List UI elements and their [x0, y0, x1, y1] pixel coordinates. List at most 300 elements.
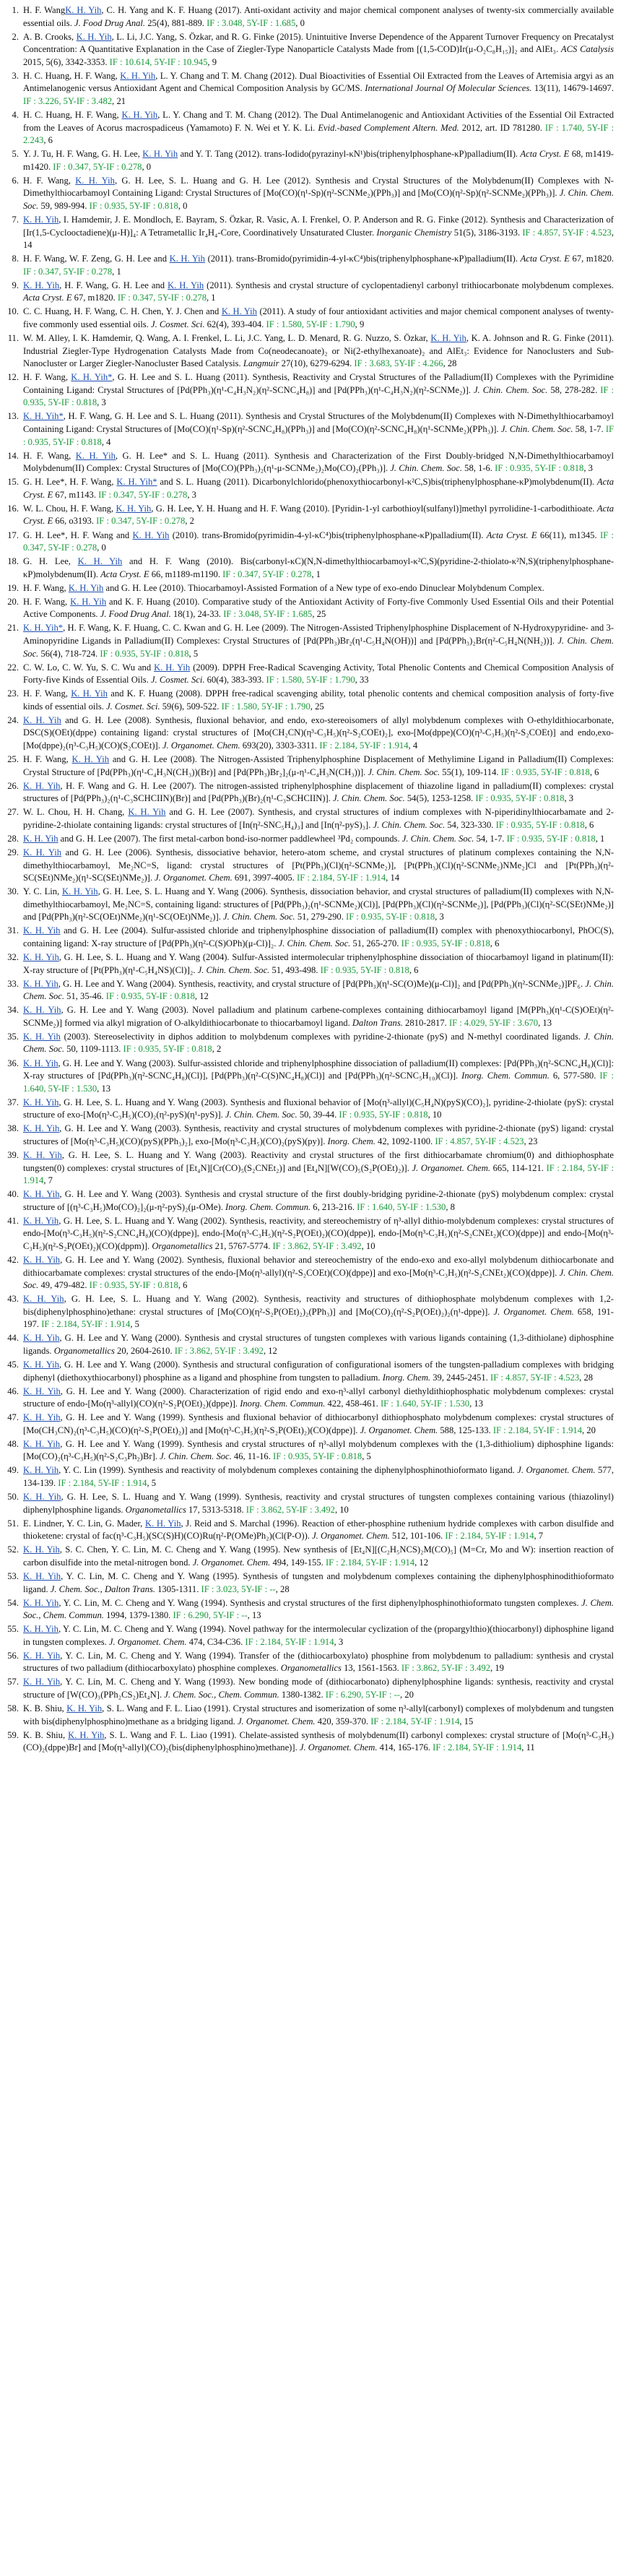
citation-count: , 3: [583, 463, 593, 474]
reference-entry: [6, 886, 614, 924]
reference-text: [23, 753, 614, 779]
reference-title: , G. H. Lee, S. L. Huang and Y. Wang (1999). Synthesis, reactivity and crystal structures of tungsten complexes containing various (thiazolinyl) diphenylphosphine ligands.: [23, 1492, 614, 1515]
reference-authors: W. L. Chou, H. F. Wang,: [23, 503, 116, 514]
reference-entry: [6, 596, 614, 621]
reference-number: 21.: [7, 623, 19, 634]
highlighted-author: K. H. Yih: [23, 1097, 59, 1107]
impact-factor: IF : 0.347, 5Y-IF : 0.278: [23, 266, 113, 277]
journal-name: J. Chin. Chem. Soc.: [23, 188, 614, 211]
citation-count: , 13: [247, 1610, 261, 1621]
impact-factor: IF : 6.290, 5Y-IF : --: [325, 1690, 400, 1700]
highlighted-author: K. H. Yih: [23, 215, 59, 225]
highlighted-author: K. H. Yih: [71, 754, 110, 765]
highlighted-author: K. H. Yih: [144, 1518, 181, 1529]
reference-title: and G. H. Lee (2008). The Nitrogen-Assisted Triphenylphosphine Displacement of Methylimine Ligand in Palladium(II) Complexes: Crystal Structure of [Pd(PPh₃)(η¹-C₄H₃N(CH₃))(Br)] and [Pd(PPh₃)Br₂]₂(μ-η¹-C₄H₃N(CH₃))].: [23, 754, 614, 777]
reference-entry: [6, 1676, 614, 1701]
impact-factor: IF : 3.862, 5Y-IF : 3.492: [272, 1240, 362, 1251]
reference-entry: [6, 1464, 614, 1490]
journal-name: ACS Catalysis: [560, 44, 615, 55]
reference-title: and K. F. Huang (2008). DPPH free-radical scavenging ability, total phenolic contents and chemical composition analysis of forty-five kinds of essential oils.: [23, 688, 614, 712]
impact-factor: IF : 10.614, 5Y-IF : 10.945: [109, 56, 208, 67]
citation-count: , 5: [130, 1319, 139, 1330]
reference-authors: H. F. Wang: [23, 5, 66, 15]
reference-entry: [6, 833, 614, 846]
citation-count: , 13: [538, 1017, 552, 1028]
reference-authors: G. H. Lee*, H. F. Wang,: [23, 477, 117, 488]
reference-entry: [6, 1597, 614, 1622]
reference-number: 47.: [7, 1412, 19, 1423]
journal-name: J. Chin. Chem. Soc.: [160, 1451, 232, 1462]
reference-title: , Y. C. Lin, M. C. Cheng and Y. Wang (1993). New bonding mode of (dithiocarbonato) diphenylphosphine ligands: synthesis, reactivity and crystal structure of [W(CO)₃(PPh₂CS₂)Et₄N].: [23, 1677, 614, 1700]
citation-count: , 0: [295, 17, 305, 28]
highlighted-author: K. H. Yih: [23, 1189, 60, 1200]
impact-factor: IF : 2.184, 5Y-IF : 1.914: [370, 1716, 460, 1726]
reference-number: 49.: [7, 1465, 19, 1476]
citation-count: , 15: [459, 1716, 474, 1726]
impact-factor: IF : 0.935, 5Y-IF : 0.818: [105, 991, 195, 1002]
reference-entry: [6, 714, 614, 753]
impact-factor: IF : 0.935, 5Y-IF : 0.818: [89, 1280, 178, 1291]
journal-name: J. Food Drug Anal.: [74, 17, 146, 28]
reference-title: , G. H. Lee and Y. Wang (2003). Sulfur-assisted chloride and triphenylphosphine dissociation of palladium(II) complexes: [Pd(PPh₃)(η²-SCNC₄H₈)(Cl)]: X-ray structures of [Pd(PPh₃)(η²-SCNC₄H₈)(Cl)], [Pd(PPh₃)(η²-C(S)NC₄H₈)(Cl)] and [Pd(PPh₃)(η²-SCNC₅H₁₀)(Cl)].: [23, 1058, 614, 1081]
reference-text: [23, 450, 614, 475]
reference-title: , H. F. Wang, G. H. Lee and S. L. Huang (2011). Synthesis and Crystal Structures of the Molybdenum(II) Complexes with N-Dimethylthiocarbamoyl Containing Ligand: Crystal Structures of [Mo(CO)(η¹-Sp)(η²-SCNC₄H₈)(PPh₃)] and [Mo(CO)(η²-SCNC₄H₈)(η¹-SCNMe₂)(PPh₃)].: [23, 411, 614, 434]
volume-pages: 13(11), 14679-14697.: [531, 83, 614, 94]
citation-count: , 6: [490, 938, 500, 948]
journal-name: J. Chin. Chem. Soc.: [278, 938, 351, 948]
reference-text: [23, 1149, 614, 1188]
volume-pages: 56(4), 718-724.: [38, 648, 98, 659]
journal-name: Inorg. Chem. Commun.: [240, 1399, 326, 1409]
highlighted-author: K. H. Yih: [70, 596, 107, 607]
volume-pages: 67, m1143.: [53, 489, 96, 500]
volume-pages: 55(1), 109-114.: [440, 766, 499, 777]
citation-count: , 5: [147, 1478, 157, 1488]
reference-text: [23, 1359, 614, 1384]
reference-text: [23, 978, 614, 1003]
reference-entry: [6, 1332, 614, 1357]
reference-text: [23, 622, 614, 660]
reference-entry: [6, 371, 614, 410]
citation-count: , 25: [310, 701, 324, 712]
reference-number: 57.: [7, 1677, 19, 1687]
highlighted-author: K. H. Yih: [23, 1412, 61, 1423]
citation-count: , 3: [187, 489, 196, 500]
reference-title: , G. H. Lee and S. L. Huang (2011). Synthesis, Reactivity and Crystal Structures of the Palladium(II) Complexes with the Pyrimidine Containing Ligand: Crystal Structures of [Pd(PPh₃)(η¹-C₄H₃N₂)(η²-SCNC₄H₈)] and [Pd(PPh₃)(η¹-C₄H₃N₂)(η²-SCNMe₂)].: [23, 372, 614, 395]
reference-entry: [6, 214, 614, 252]
journal-name: J. Food Drug Anal.: [100, 609, 171, 620]
reference-number: 25.: [7, 754, 19, 765]
volume-pages: 50, 39-44.: [297, 1110, 337, 1120]
citation-count: , 1: [112, 266, 121, 277]
reference-entry: [6, 1149, 614, 1188]
journal-name: Organometallics: [53, 1345, 115, 1356]
journal-name: J. Chin. Chem. Soc.: [368, 766, 440, 777]
volume-pages: 588, 125-133.: [438, 1425, 491, 1435]
reference-text: [23, 280, 614, 305]
impact-factor: IF : 0.347, 5Y-IF : 0.278: [23, 530, 615, 553]
highlighted-author: K. H. Yih: [77, 556, 123, 567]
volume-pages: 658, 191-197.: [23, 1306, 614, 1330]
highlighted-author: K. H. Yih: [142, 149, 178, 160]
reference-text: [23, 556, 614, 581]
reference-number: 40.: [7, 1189, 19, 1200]
volume-pages: 21, 5767-5774.: [212, 1240, 271, 1251]
reference-text: [23, 1215, 614, 1253]
impact-factor: IF : 0.935, 5Y-IF : 0.818: [500, 766, 590, 777]
volume-pages: 49, 479-482.: [38, 1280, 87, 1291]
reference-text: [23, 1623, 614, 1648]
highlighted-author: K. H. Yih: [23, 1123, 60, 1134]
reference-title: , G. H. Lee, S. L. Huang and Y. Wang (2002). Synthesis, reactivity, and stereochemistry of η³-allyl dithio-molybdenum complexes: crystal structures of endo-[Mo(η³-C₃H₅)(η²-S₂CNC₄H₈)(CO)(dppe)], endo-[Mo(η³-C₃H₅)(η²-S₂P(OEt)₂)(CO)(dppe)], endo-[Mo(η³-C₃H₅)(η²-S₂CNEt₂)(CO)(dppe)] and endo-[Mo(η³-C₃H₅)(η²-S₂P(OEt)₂)(CO)(dppm)].: [23, 1215, 615, 1251]
volume-pages: 17, 5313-5318.: [186, 1504, 244, 1515]
reference-title: , G. H. Lee and Y. Wang (2002). Synthesis, fluxional behavior and stereochemistry of the endo-exo and exo-allyl molybdenum dithiocarbonate and dithiocarbamate complexes: crystal structures of the endo-[Mo(η³-allyl)(η²-S₂COEt)(CO)(dppe)] and exo-[Mo(η³-C₃H₅)(η²-S₂CNEt₂)(CO)(dppe)].: [23, 1254, 614, 1278]
highlighted-author: K. H. Yih: [221, 306, 257, 317]
journal-name: Inorg. Chem.: [327, 1136, 375, 1146]
highlighted-author: K. H. Yih*: [116, 477, 157, 488]
citation-count: , 3: [435, 912, 444, 922]
reference-authors: H. C. Huang, H. F. Wang,: [23, 70, 121, 81]
volume-pages: 50, 1109-1113.: [64, 1044, 121, 1055]
citation-count: , 1: [311, 569, 321, 579]
citation-count: , 10: [334, 1504, 349, 1515]
reference-entry: [6, 1293, 614, 1331]
citation-count: , 10: [361, 1240, 375, 1251]
highlighted-author: K. H. Yih: [23, 280, 60, 290]
reference-title: and Y. T. Tang (2012). trans-Iodido(pyrazinyl-κN¹)bis(triphenylphosphane-κP)palladium(II).: [178, 149, 521, 160]
reference-title: , J. Reid and S. Marchal (1996). Reaction of ether-phosphine ruthenium hydride complexes with carbon disulfide and thioketene: crystal of fac(η³-C₃H₅)(SC(S)H)(CO)Ru(η²-P(OMe)Ph₂)(Cl(P-O)).: [23, 1518, 614, 1542]
reference-entry: [6, 556, 614, 581]
reference-title: , G. H. Lee and Y. Wang (2003). Synthesis and crystal structure of the first doubly-bridging pyridine-2-thionate (pyS) molybdenum complex: crystal structure of [(η³-C₃H₅)Mo(CO)₂]₂(μ-η²-pyS)₂(μ-OMe).: [23, 1189, 614, 1212]
impact-factor: IF : 0.347, 5Y-IF : 0.278: [96, 516, 186, 527]
impact-factor: IF : 0.935, 5Y-IF : 0.818: [495, 463, 584, 474]
reference-entry: [6, 1650, 614, 1675]
highlighted-author: K. H. Yih: [430, 333, 466, 344]
citation-count: , 7: [534, 1531, 544, 1542]
reference-text: [23, 530, 614, 555]
reference-number: 22.: [7, 662, 19, 673]
reference-number: 18.: [7, 556, 19, 567]
reference-text: [23, 582, 614, 595]
impact-factor: IF : 3.862, 5Y-IF : 3.492: [174, 1345, 264, 1356]
journal-name: J. Organomet. Chem.: [192, 1557, 271, 1568]
highlighted-author: K. H. Yih: [168, 280, 204, 290]
highlighted-author: K. H. Yih: [23, 1359, 59, 1370]
reference-entry: [6, 280, 614, 305]
journal-name: Organometallics: [152, 1240, 213, 1251]
reference-title: , K. A. Johnson and R. G. Finke (2011). Industrial Ziegler-Type Hydrogenation Catalysts Made from Co(neodecanoate)₂ or Ni(2-ethylhexanoate)₂ and AlEt₃: Evidence for Nanoclusters and Sub-Nanocluster or Larger Ziegler-Nanocluster Based Catalysis.: [23, 333, 614, 369]
reference-text: [23, 925, 614, 950]
impact-factor: IF : 0.935, 5Y-IF : 0.818: [89, 200, 178, 211]
highlighted-author: K. H. Yih: [154, 662, 191, 673]
reference-title: , G. H. Lee and Y. Wang (2000). Synthesis and structural configuration of configurational isomers of the tungsten-palladium complexes with bridging diphenyl (diethoxythiocarbonyl) phosphine as a ligand and phosphine from tungsten to palladium.: [23, 1359, 614, 1383]
reference-title: and G. H. Lee (2006). Synthesis, dissociative behavior, hetero-atom scheme, and crystal structures of platinum complexes containing the N,N-dimethylthiocarbamoyl, Me₂NC=S, ligand: crystal structures of [Pt(PPh₃)(Cl)(η²-SCNMe₂)], [Pt(PPh₃)(Cl)(η²-SCNMe₂)NMe₂]Cl and [Pt(PPh₃)(η²-SC(SEt)NMe₂)(η¹-SC(SEt)NMe₂)].: [23, 847, 615, 883]
reference-authors: G. H. Lee,: [23, 556, 78, 567]
journal-name: Inorg. Chem.: [382, 1372, 431, 1383]
reference-title: , Y. C. Lin, M. C. Cheng and Y. Wang (1994). Synthesis and crystal structures of the first diphenylphosphinothioformato tungsten complexes.: [58, 1597, 582, 1608]
reference-title: and G. H. Lee (2010). Thiocarbamoyl-Assisted Formation of a New type of exo-endo Dinuclear Molybdenum Complex.: [103, 582, 544, 593]
citation-count: , 13: [469, 1399, 483, 1409]
highlighted-author: K. H. Yih: [23, 1624, 58, 1635]
reference-text: [23, 847, 614, 885]
highlighted-author: K. H. Yih: [23, 952, 59, 962]
reference-number: 56.: [7, 1650, 19, 1661]
citation-count: , 20: [400, 1690, 414, 1700]
reference-title: , H. F. Wang, G. H. Lee and: [59, 280, 168, 290]
volume-pages: 59, 989-994.: [38, 200, 87, 211]
reference-entry: [6, 925, 614, 950]
reference-title: (2011). A study of four antioxidant activities and major chemical component analyses of twenty-five commonly used essential oils.: [23, 306, 614, 329]
impact-factor: IF : 4.857, 5Y-IF : 4.523: [435, 1136, 524, 1146]
journal-name: J. Chem. Soc., Chem. Commun.: [23, 1597, 614, 1621]
journal-name: J. Organomet. Chem.: [162, 740, 240, 751]
reference-authors: C. C. Huang, H. F. Wang, C. H. Chen, Y. J. Chen and: [23, 306, 222, 317]
reference-number: 43.: [7, 1294, 19, 1305]
impact-factor: IF : 2.184, 5Y-IF : 1.914: [325, 1557, 415, 1568]
reference-number: 24.: [7, 714, 19, 725]
reference-entry: [6, 688, 614, 713]
reference-entry: [6, 410, 614, 449]
reference-text: [23, 1293, 614, 1331]
reference-number: 36.: [7, 1058, 19, 1068]
citation-count: , 19: [490, 1663, 504, 1674]
reference-number: 1.: [12, 5, 19, 15]
volume-pages: 2015, 5(6), 3342-3353.: [23, 56, 108, 67]
journal-name: Dalton Trans.: [352, 1017, 403, 1028]
reference-number: 46.: [7, 1386, 19, 1396]
reference-text: [23, 332, 614, 371]
citation-count: , 0: [97, 543, 106, 553]
reference-text: [23, 410, 614, 449]
volume-pages: 25(4), 881-889.: [145, 17, 204, 28]
reference-text: [23, 1004, 614, 1029]
reference-text: [23, 833, 614, 846]
reference-entry: [6, 978, 614, 1003]
highlighted-author: K. H. Yih*: [71, 372, 113, 383]
reference-text: [23, 1650, 614, 1675]
highlighted-author: K. H. Yih: [71, 688, 108, 699]
volume-pages: 422, 458-461.: [325, 1399, 378, 1409]
reference-entry: [6, 1386, 614, 1411]
reference-title: and G. H. Lee (2007). Synthesis, and crystal structures of indium complexes with N-piperidinylthiocarbamate and 2-pyridine-2-thiolate containing ligands: crystal structures of [In(η²-SNC₅H₄)₃] and [In(η²-pyS)₃].: [23, 807, 614, 830]
reference-title: , Y. C. Lin, M. C. Cheng and Y. Wang (1995). Synthesis of tungsten and molybdenum complexes containing the diphenylphosphinodithioformato ligand.: [23, 1570, 614, 1594]
citation-count: , 11: [521, 1742, 535, 1753]
citation-count: , 21: [112, 95, 126, 106]
reference-authors: H. F. Wang,: [23, 582, 69, 593]
volume-pages: 18(1), 24-33.: [170, 609, 222, 620]
highlighted-author: K. H. Yih: [23, 1031, 61, 1042]
reference-number: 30.: [7, 886, 19, 897]
volume-pages: 54, 323-330.: [445, 819, 494, 830]
volume-pages: 42, 1092-1100.: [375, 1136, 433, 1146]
reference-title: , H. F. Wang, K. F. Huang, C. C. Kwan and G. H. Lee (2009). The Nitrogen-Assisted Triphenylphosphine Displacement of N-Hydroxypyridine- and 3-Aminopyridine Ligands in Palladium(II) Complexes: Crystal Structures of [Pd(PPh₃)Br₂(η¹-C₅H₄N(OH))] and [Pd(PPh₃)₂Br(η²-C₅H₄N(NH₂))].: [23, 623, 615, 646]
reference-title: , L. Y. Chang and T. M. Chang (2012). Dual Bioactivities of Essential Oil Extracted from the Leaves of Artemisia argyi as an Antimelanogenic versus Antioxidant Agent and Chemical Composition Analysis by GC/MS.: [23, 70, 615, 94]
citation-count: , 1: [207, 293, 216, 303]
reference-title: and G. H. Lee (2007). The first metal-carbon bond-iso-normer paddlewheel ³Pd₂ compounds.: [58, 833, 402, 844]
impact-factor: IF : 3.862, 5Y-IF : 3.492: [246, 1504, 335, 1515]
impact-factor: IF : 0.935, 5Y-IF : 0.818: [320, 964, 409, 975]
reference-text: [23, 4, 614, 30]
reference-authors: Y. J. Tu, H. F. Wang, G. H. Lee,: [23, 149, 143, 160]
impact-factor: IF : 0.935, 5Y-IF : 0.818: [23, 424, 615, 447]
reference-authors: H. F. Wang,: [23, 175, 76, 186]
impact-factor: IF : 2.184, 5Y-IF : 1.914: [58, 1478, 147, 1488]
reference-number: 9.: [12, 280, 19, 290]
reference-entry: [6, 806, 614, 831]
impact-factor: IF : 1.740, 5Y-IF : 2.243: [23, 122, 614, 146]
reference-authors: W. M. Alley, I. K. Hamdemir, Q. Wang, A. I. Frenkel, L. Li, J.C. Yang, L. D. Menard, R. G. Nuzzo, S. Özkar,: [23, 333, 431, 344]
reference-number: 14.: [7, 450, 19, 461]
impact-factor: IF : 3.048, 5Y-IF : 1.685: [223, 609, 313, 620]
volume-pages: 512, 101-106.: [389, 1531, 443, 1542]
volume-pages: 6, 577-580.: [549, 1071, 596, 1081]
volume-pages: 62(4), 393-404.: [204, 319, 264, 329]
reference-text: [23, 886, 614, 924]
reference-number: 59.: [7, 1729, 19, 1740]
impact-factor: IF : 2.184, 5Y-IF : 1.914: [492, 1425, 582, 1435]
citation-count: , 8: [446, 1201, 455, 1212]
highlighted-author: K. H. Yih: [23, 1215, 59, 1226]
reference-title: , G. H. Lee, S. L. Huang and G. H. Lee (2012). Synthesis and Crystal Structures of the Molybdenum(II) Complexes with N-Dimethylthiocarbamoyl Containing Ligand: Crystal Structures of [Mo(CO)(η¹-Sp)(η²-SCNMe₂)(PPh₃)] and [Mo(CO)(η²-Sp)(η²-SCNMe₂)(PPh₃)].: [23, 175, 614, 199]
reference-entry: [6, 253, 614, 278]
reference-authors: H. F. Wang, W. F. Zeng, G. H. Lee and: [23, 254, 170, 264]
reference-number: 50.: [7, 1492, 19, 1503]
reference-title: (2011). Synthesis and crystal structure of cyclopentadienyl carbonyl trithiocarbonate molybdenum complexes.: [204, 280, 615, 290]
reference-entry: [6, 1031, 614, 1056]
volume-pages: 51, 35-46.: [64, 991, 104, 1002]
reference-entry: [6, 1518, 614, 1543]
volume-pages: 51, 265-270.: [350, 938, 399, 948]
reference-number: 44.: [7, 1333, 19, 1344]
journal-name: J. Cosmet. Sci.: [151, 675, 205, 686]
reference-number: 10.: [7, 306, 19, 317]
impact-factor: IF : 2.184, 5Y-IF : 1.914: [41, 1319, 131, 1330]
citation-count: , 12: [414, 1557, 428, 1568]
reference-text: [23, 688, 614, 713]
reference-text: [23, 596, 614, 621]
impact-factor: IF : 3.862, 5Y-IF : 3.492: [401, 1663, 491, 1674]
volume-pages: 58, 278-282.: [547, 384, 598, 395]
reference-title: , G. H. Lee, S. L. Huang and Y. Wang (2003). Reactivity and crystal structures of the first dithiocarbamate chromium(0) and dithiophosphate tungsten(0) complexes: crystal structures of [Et₄N][Cr(CO)₅(S₂CNEt₂)] and [Et₄N][W(CO)₅(S₂P(OEt)₂)].: [23, 1149, 614, 1173]
journal-name: J. Chem. Soc., Dalton Trans.: [50, 1583, 155, 1594]
volume-pages: 66, o3193.: [53, 516, 94, 527]
reference-authors: H. F. Wang,: [23, 596, 71, 607]
reference-number: 12.: [7, 372, 19, 383]
reference-text: [23, 371, 614, 410]
reference-entry: [6, 530, 614, 555]
citation-count: , 6: [178, 1280, 188, 1291]
citation-count: , 14: [386, 873, 400, 883]
impact-factor: IF : 2.184, 5Y-IF : 1.914: [297, 873, 386, 883]
reference-text: [23, 70, 614, 108]
reference-authors: H. F. Wang,: [23, 754, 72, 765]
reference-title: , G. H. Lee* and S. L. Huang (2011). Synthesis and Characterization of the First Doubly-bridged N,N-Dimethylthiocarbamoyl Molybdenum(II) Complex: Crystal Structures of [Mo(CO)(PPh₃)₂(η¹-μ-SCNMe₂)₂Mo(CO)₂(PPh₃)].: [23, 450, 614, 474]
reference-title: , H. F. Wang and G. H. Lee (2007). The nitrogen-assisted triphenylphosphine displacement of thiazoline ligand in palladium(II) complexes: crystal structures of [Pd(PPh₃)₂(η¹-C₃SCHCIIN)(Br)] and [Pd(PPh₃)(Br)₂(η¹-C₃SCHCIIN)].: [23, 780, 614, 804]
reference-authors: H. F. Wang,: [23, 688, 71, 699]
volume-pages: 474, C34-C36.: [186, 1636, 243, 1647]
reference-authors: H. F. Wang,: [23, 372, 71, 383]
reference-number: 58.: [7, 1703, 19, 1714]
volume-pages: 60(4), 383-393.: [204, 675, 264, 686]
reference-title: , L. Y. Chang and T. M. Chang (2012). The Dual Antimelanogenic and Antioxidant Activities of the Essential Oil Extracted from the Leaves of Acorus macrospadiceus (Yamamoto) F. N. Wei et Y. K. Li.: [23, 110, 615, 133]
reference-authors: W. L. Chou, H. H. Chang,: [23, 807, 129, 818]
reference-authors: G. H. Lee*, H. F. Wang and: [23, 530, 133, 540]
reference-text: [23, 1703, 614, 1728]
reference-text: [23, 662, 614, 687]
reference-title: (2011). trans-Bromido(pyrimidin-4-yl-κC⁴)bis(triphenylphosphane-κP)palladium(II).: [204, 254, 521, 264]
reference-title: , I. Hamdemir, J. E. Mondloch, E. Bayram, S. Özkar, R. Vasic, A. I. Frenkel, O. P. Anderson and R. G. Finke (2012). Synthesis and Characterization of [Ir(1,5-Cyclooctadiene)(μ-H)]₄: A Tetrametallic Ir₄H₄-Core, Coordinatively Unsaturated Cluster.: [23, 215, 614, 238]
journal-name: J. Chin. Chem. Soc.: [23, 636, 614, 659]
highlighted-author: K. H. Yih: [65, 5, 102, 15]
impact-factor: IF : 4.857, 5Y-IF : 4.523: [490, 1372, 580, 1383]
highlighted-author: K. H. Yih: [23, 1677, 61, 1687]
journal-name: J. Organomet. Chem.: [237, 1716, 316, 1726]
reference-text: [23, 1031, 614, 1056]
journal-name: Organometallics: [280, 1663, 342, 1674]
citation-count: , 0: [142, 161, 152, 172]
reference-text: [23, 1386, 614, 1411]
impact-factor: IF : 2.184, 5Y-IF : 1.914: [433, 1742, 522, 1753]
reference-number: 26.: [7, 780, 19, 791]
reference-text: [23, 1464, 614, 1490]
impact-factor: IF : 4.857, 5Y-IF : 4.523: [522, 227, 612, 238]
citation-count: , 3: [334, 1636, 344, 1647]
impact-factor: IF : 1.640, 5Y-IF : 1.530: [23, 1071, 614, 1094]
reference-text: [23, 1676, 614, 1701]
volume-pages: 54, 1-7.: [474, 833, 505, 844]
reference-text: [23, 306, 614, 331]
volume-pages: 1305-1311.: [155, 1583, 199, 1594]
reference-title: , Y. C. Lin, M. C. Cheng and Y. Wang (1994). Transfer of the (dithiocarboxylato) phosphine from molybdenum to palladium: synthesis and crystal structures of two palladium (dithiocarboxylato) phosphine complexes.: [23, 1650, 614, 1674]
highlighted-author: K. H. Yih: [121, 110, 158, 120]
volume-pages: 665, 114-121.: [490, 1162, 544, 1173]
highlighted-author: K. H. Yih: [23, 714, 61, 725]
highlighted-author: K. H. Yih: [23, 978, 58, 989]
reference-text: [23, 806, 614, 831]
impact-factor: IF : 0.935, 5Y-IF : 0.818: [273, 1451, 362, 1462]
highlighted-author: K. H. Yih: [23, 1005, 61, 1016]
reference-text: [23, 1729, 614, 1755]
volume-pages: 59(6), 509-522.: [160, 701, 220, 712]
citation-count: , 12: [194, 991, 209, 1002]
reference-entry: [6, 1412, 614, 1437]
volume-pages: 2810-2817.: [402, 1017, 447, 1028]
impact-factor: IF : 4.029, 5Y-IF : 3.670: [448, 1017, 539, 1028]
reference-title: , Y. C. Lin, M. C. Cheng and Y. Wang (1994). Novel pathway for the intermolecular cyclization of the (propargylthio)(thiocarbonyl) diphosphine ligand in tungsten complexes.: [23, 1624, 614, 1647]
journal-name: J. Chin. Chem. Soc.: [23, 1267, 614, 1291]
highlighted-author: K. H. Yih: [23, 925, 61, 936]
impact-factor: IF : 0.935, 5Y-IF : 0.818: [475, 793, 565, 804]
citation-count: , 28: [275, 1583, 290, 1594]
citation-count: , 9: [355, 319, 365, 329]
journal-name: J. Organomet. Chem.: [312, 1531, 390, 1542]
highlighted-author: K. H. Yih: [116, 503, 152, 514]
citation-count: , 12: [263, 1345, 277, 1356]
impact-factor: IF : 0.935, 5Y-IF : 0.818: [123, 1044, 212, 1055]
reference-number: 52.: [7, 1544, 19, 1555]
citation-count: , 7: [43, 1175, 53, 1186]
citation-count: , 2: [212, 1044, 222, 1055]
volume-pages: 13, 1561-1563.: [341, 1663, 399, 1674]
impact-factor: IF : 2.184, 5Y-IF : 1.914: [319, 740, 409, 751]
volume-pages: 693(20), 3303-3311.: [240, 740, 318, 751]
reference-authors: E. Lindner, Y. C. Lin, G. Mader,: [23, 1518, 145, 1529]
reference-text: [23, 476, 614, 501]
reference-entry: [6, 175, 614, 213]
volume-pages: 58, 1-7.: [573, 424, 604, 434]
highlighted-author: K. H. Yih: [23, 1294, 64, 1305]
reference-entry: [6, 1188, 614, 1214]
